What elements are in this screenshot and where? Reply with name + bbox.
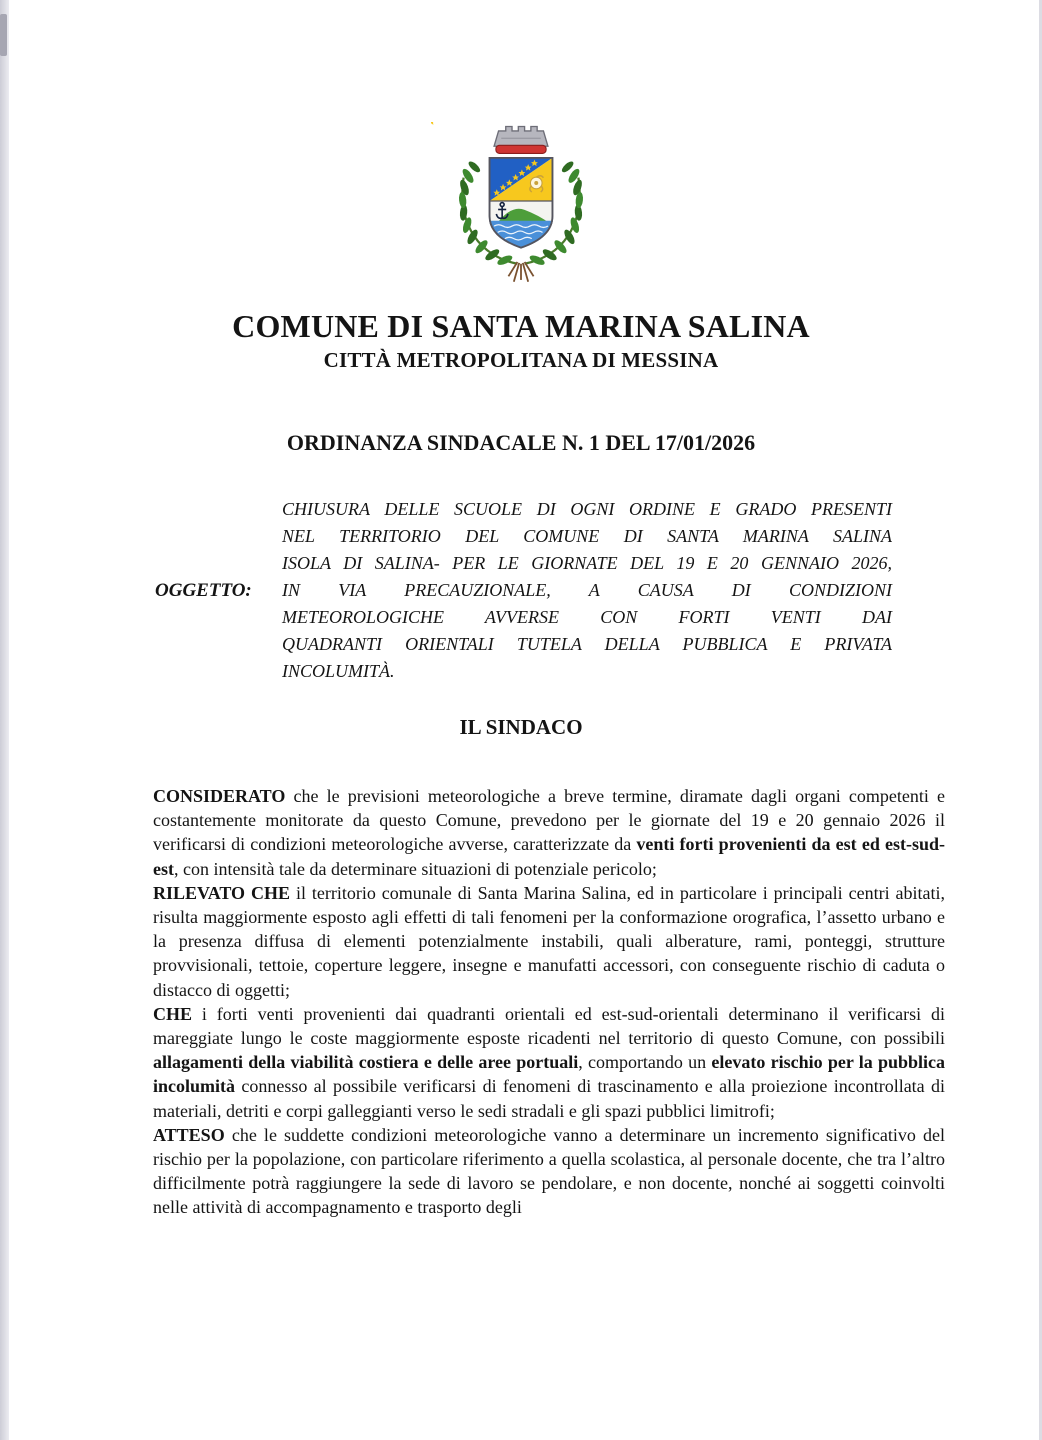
paragraph: CHE i forti venti provenienti dai quadranti orientali ed est-sud-orientali determinano il verificarsi di mareggiate lungo le coste maggiormente esposte ricadenti nel territorio di questo Comune, con possibili allagamenti della viabilità costiera e delle aree portuali, comportando un elevato rischio per la pubblica incolumità connesso al possibile verificarsi di fenomeni di trascinamento e alla proiezione incontrollata di materiali, detriti e corpi galleggianti verso le sedi stradali e gli spazi pubblici limitrofi;: [153, 1003, 945, 1121]
municipality-name: COMUNE DI SANTA MARINA SALINA: [232, 308, 810, 344]
ordinance-title: ORDINANZA SINDACALE N. 1 DEL 17/01/2026: [286, 430, 756, 455]
paragraph: ATTESO che le suddette condizioni meteorologiche vanno a determinare un incremento significativo del rischio per la popolazione, con particolare riferimento a quella scolastica, al personale docente, che tra l’altro difficilmente potrà raggiungere la sede di lavoro se pendolare, e non docente, nonché ai soggetti coinvolti nelle attività di accompagnamento e trasporto degli: [153, 1124, 945, 1218]
subject-line: ISOLA DI SALINA- PER LE GIORNATE DEL 19 E 20 GENNAIO 2026,: [282, 553, 892, 573]
subject-line: IN VIA PRECAUZIONALE, A CAUSA DI CONDIZIONI: [282, 580, 892, 600]
metropolitan-city: CITTÀ METROPOLITANA DI MESSINA: [323, 348, 719, 372]
wreath-roots: [508, 262, 533, 282]
subject-line: CHIUSURA DELLE SCUOLE DI OGNI ORDINE E GRADO PRESENTI: [282, 499, 892, 519]
paragraph: CONSIDERATO che le previsioni meteorologiche a breve termine, diramate dagli organi competenti e costantemente monitorate da questo Comune, prevedono per le giornate del 19 e 20 gennaio 2026 il verificarsi di condizioni meteorologiche avverse, caratterizzate da venti forti provenienti da est ed est-sud-est, con intensità tale da determinare situazioni di potenziale pericolo;: [153, 786, 945, 879]
issuer-heading: IL SINDACO: [459, 715, 583, 739]
body-paragraphs: [153, 784, 945, 1220]
mural-crown: [494, 126, 548, 153]
subject-section: [155, 496, 892, 685]
subject-label: OGGETTO:: [155, 579, 252, 601]
subject-line: QUADRANTI ORIENTALI TUTELA DELLA PUBBLICA E PRIVATA: [282, 634, 892, 654]
paragraph: RILEVATO CHE il territorio comunale di Santa Marina Salina, ed in particolare i principali centri abitati, risulta maggiormente esposto agli effetti di tali fenomeni per la conformazione orografica, l’assetto urbano e la presenza diffusa di elementi potenzialmente instabili, quali alberature, rami, ponteggi, strutture provvisionali, tettoie, coperture leggere, insegne e manufatti accessori, con conseguente rischio di caduta o distacco di oggetti;: [153, 882, 946, 1000]
subject-line: NEL TERRITORIO DEL COMUNE DI SANTA MARINA SALINA: [282, 526, 892, 546]
subject-line: INCOLUMITÀ.: [282, 661, 395, 681]
page-left-edge: [0, 0, 9, 1440]
subject-text: [282, 496, 892, 685]
scan-artifact: [0, 14, 7, 56]
subject-line: METEOROLOGICHE AVVERSE CON FORTI VENTI DAI: [282, 607, 892, 627]
municipal-crest-icon: [431, 122, 611, 288]
